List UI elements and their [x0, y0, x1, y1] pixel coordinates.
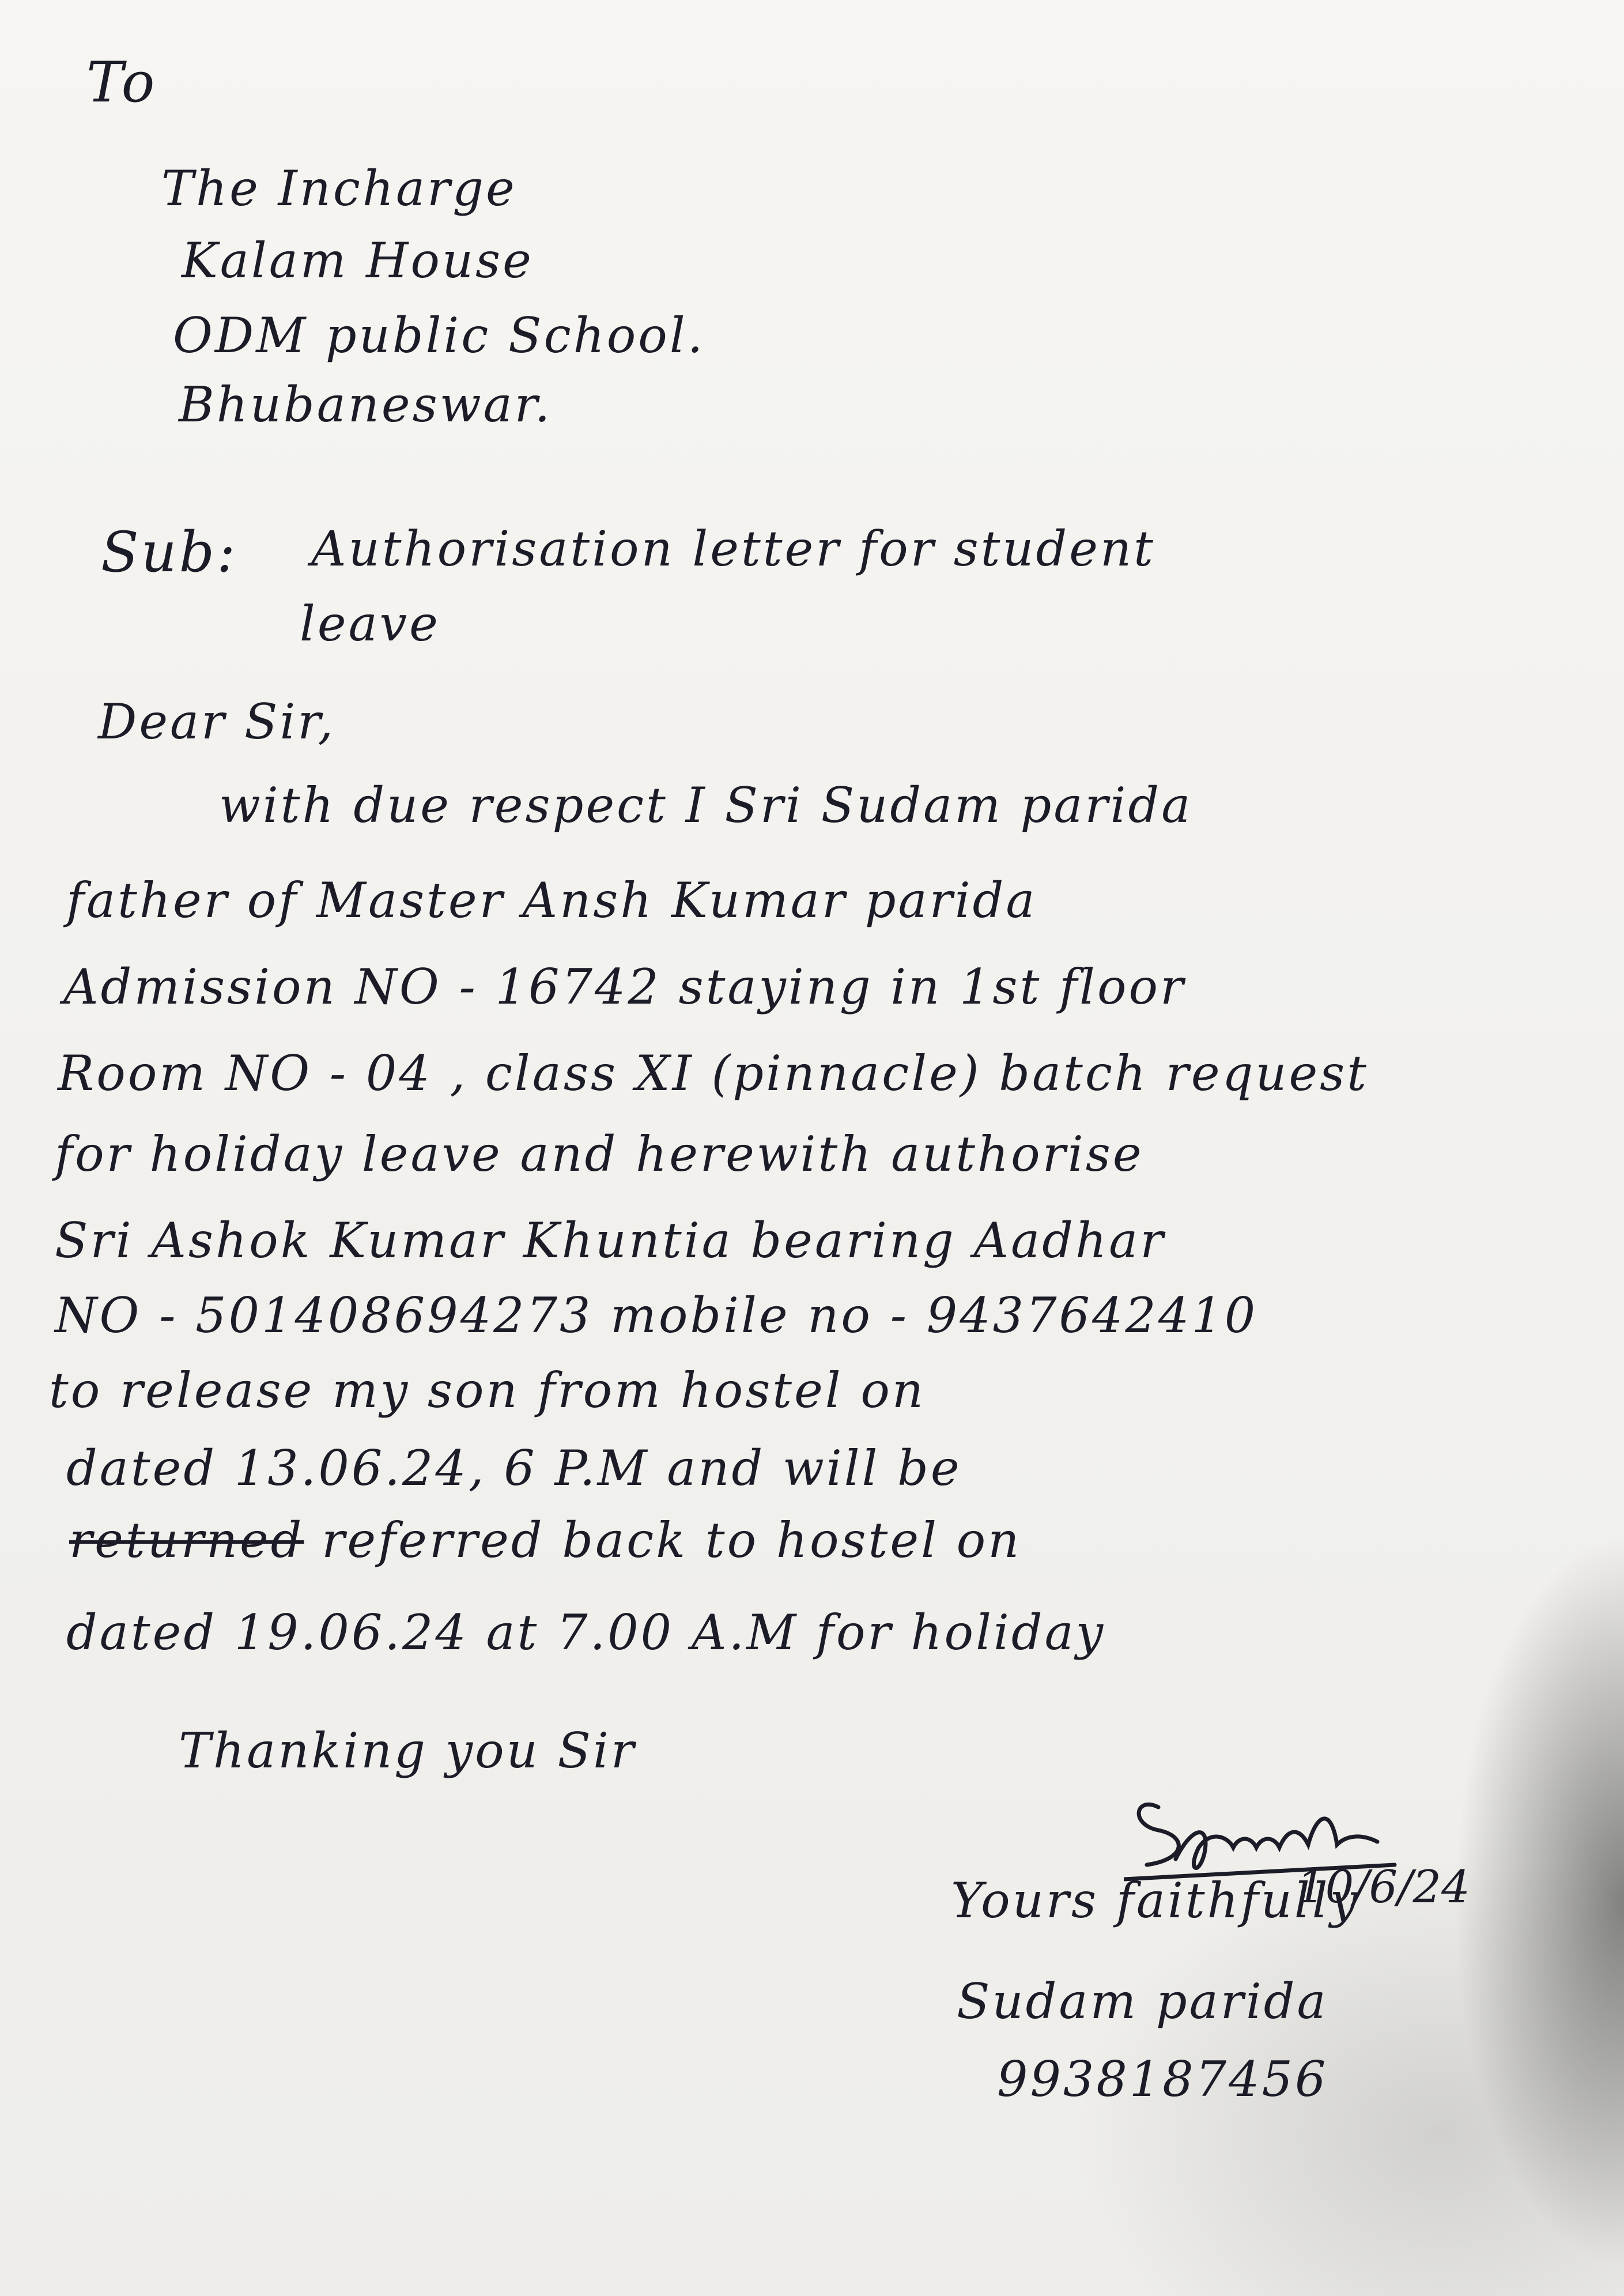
sign-off: Yours faithfully: [951, 1872, 1360, 1929]
subject-label: Sub:: [101, 520, 238, 585]
body-line-2: father of Master Ansh Kumar parida: [66, 872, 1037, 929]
body-line-4: Room NO - 04 , class XI (pinnacle) batch request: [58, 1045, 1369, 1102]
body-line-1: with due respect I Sri Sudam parida: [219, 777, 1193, 834]
closing-line: Thanking you Sir: [179, 1722, 637, 1779]
body-line-6: Sri Ashok Kumar Khuntia bearing Aadhar: [55, 1212, 1166, 1269]
body-line-8: to release my son from hostel on: [49, 1362, 926, 1419]
subject-line-2: leave: [300, 595, 440, 652]
body-line-10: [69, 1512, 1022, 1569]
address-line-recipient: The Incharge: [161, 160, 517, 217]
greeting: Dear Sir,: [98, 693, 336, 750]
signature-date: 10/6/24: [1297, 1861, 1470, 1913]
body-line-5: for holiday leave and herewith authorise: [55, 1126, 1144, 1182]
body-line-10-text: referred back to hostel on: [304, 1512, 1022, 1569]
to-label: To: [86, 50, 157, 115]
body-line-3: Admission NO - 16742 staying in 1st floor: [63, 959, 1186, 1015]
sender-name: Sudam parida: [957, 1973, 1328, 2030]
address-line-house: Kalam House: [182, 232, 534, 289]
address-line-city: Bhubaneswar.: [179, 376, 553, 433]
subject-line-1: Authorisation letter for student: [311, 521, 1155, 577]
struck-word: returned: [69, 1512, 304, 1569]
address-line-school: ODM public School.: [173, 307, 705, 364]
body-line-7: NO - 501408694273 mobile no - 9437642410: [55, 1287, 1258, 1344]
body-line-11: dated 19.06.24 at 7.00 A.M for holiday: [66, 1604, 1106, 1661]
sender-phone: 9938187456: [997, 2051, 1328, 2108]
body-line-9: dated 13.06.24, 6 P.M and will be: [66, 1440, 962, 1496]
